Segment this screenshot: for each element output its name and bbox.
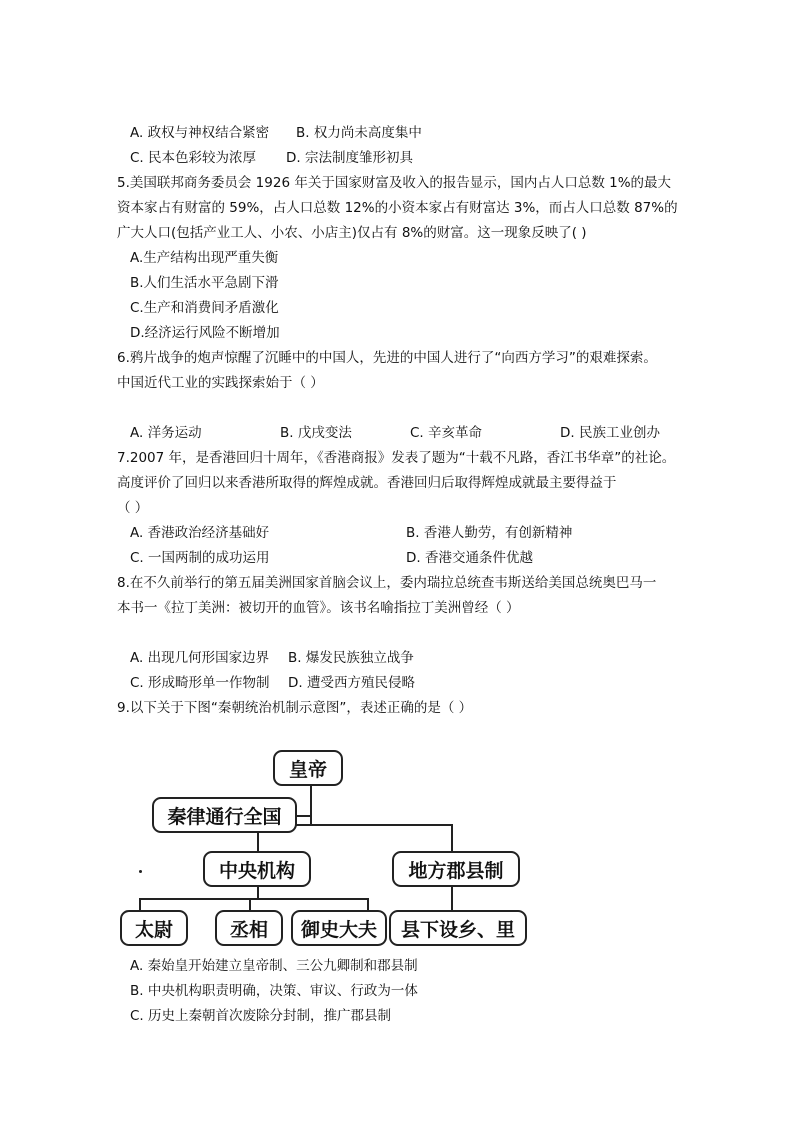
xiangli-box: 县下设乡、里 [389, 910, 527, 946]
q8-text-line2: 本书一《拉丁美洲：被切开的血管》。该书名喻指拉丁美洲曾经（ ） [117, 600, 520, 616]
q7-option-b: B. 香港人勤劳，有创新精神 [406, 525, 573, 541]
q8-option-a: A. 出现几何形国家边界 [130, 650, 270, 666]
stray-dot [139, 870, 142, 873]
connector-officials [139, 898, 369, 900]
q5-option-c: C.生产和消费间矛盾激化 [130, 300, 279, 316]
emperor-box: 皇帝 [273, 750, 343, 786]
taiwei-box: 太尉 [120, 910, 188, 946]
q9-option-a: A. 秦始皇开始建立皇帝制、三公九卿制和郡县制 [130, 958, 418, 974]
chengxiang-box: 丞相 [215, 910, 283, 946]
connector-law [295, 815, 311, 817]
q7-text-line1: 7.2007 年，是香港回归十周年，《香港商报》发表了题为“十载不凡路，香江书华章”的社论。 [117, 450, 676, 466]
q9-option-b: B. 中央机构职责明确，决策、审议、行政为一体 [130, 983, 418, 999]
q7-text-line2: 高度评价了回归以来香港所取得的辉煌成就。香港回归后取得辉煌成就最主要得益于 [117, 475, 617, 491]
q9-text-line1: 9.以下关于下图“秦朝统治机制示意图”，表述正确的是（ ） [117, 700, 473, 716]
local-box: 地方郡县制 [392, 851, 520, 887]
q8-text-line1: 8.在不久前举行的第五届美洲国家首脑会议上，委内瑞拉总统查韦斯送给美国总统奥巴马一 [117, 575, 657, 591]
q9-option-c: C. 历史上秦朝首次废除分封制，推广郡县制 [130, 1008, 392, 1024]
q8-option-b: B. 爆发民族独立战争 [288, 650, 414, 666]
q4-option-a: A. 政权与神权结合紧密 [130, 125, 270, 141]
q7-option-c: C. 一国两制的成功运用 [130, 550, 270, 566]
q6-option-c: C. 辛亥革命 [410, 425, 483, 441]
q4-option-b: B. 权力尚未高度集中 [296, 125, 422, 141]
central-box: 中央机构 [203, 851, 311, 887]
q6-option-d: D. 民族工业创办 [560, 425, 660, 441]
q8-option-c: C. 形成畸形单一作物制 [130, 675, 270, 691]
yushi-box: 御史大夫 [291, 910, 387, 946]
q5-option-b: B.人们生活水平急剧下滑 [130, 275, 279, 291]
law-box: 秦律通行全国 [152, 797, 297, 833]
q5-text-line1: 5.美国联邦商务委员会 1926 年关于国家财富及收入的报告显示，国内占人口总数 1%的最大 [117, 175, 672, 191]
q6-option-a: A. 洋务运动 [130, 425, 202, 441]
q5-option-a: A.生产结构出现严重失衡 [130, 250, 279, 266]
q5-text-line2: 资本家占有财富的 59%，占人口总数 12%的小资本家占有财富达 3%，而占人口总数 87%的 [117, 200, 678, 216]
q7-option-d: D. 香港交通条件优越 [406, 550, 533, 566]
q7-text-line3: （ ） [117, 500, 149, 516]
q5-text-line3: 广大人口(包括产业工人、小农、小店主)仅占有 8%的财富。这一现象反映了( ) [117, 225, 587, 241]
qin-governance-diagram [117, 738, 537, 948]
q7-option-a: A. 香港政治经济基础好 [130, 525, 270, 541]
q4-option-d: D. 宗法制度雏形初具 [286, 150, 413, 166]
q6-text-line1: 6.鸦片战争的炮声惊醒了沉睡中的中国人，先进的中国人进行了“向西方学习”的艰难探索。 [117, 350, 657, 366]
q6-option-b: B. 戊戌变法 [280, 425, 352, 441]
q4-option-c: C. 民本色彩较为浓厚 [130, 150, 257, 166]
q5-option-d: D.经济运行风险不断增加 [130, 325, 280, 341]
connector-local [451, 824, 453, 852]
connector-local-down [451, 886, 453, 912]
connector-emperor-down [310, 784, 312, 824]
q8-option-d: D. 遭受西方殖民侵略 [288, 675, 415, 691]
q6-text-line2: 中国近代工业的实践探索始于（ ） [117, 375, 324, 391]
